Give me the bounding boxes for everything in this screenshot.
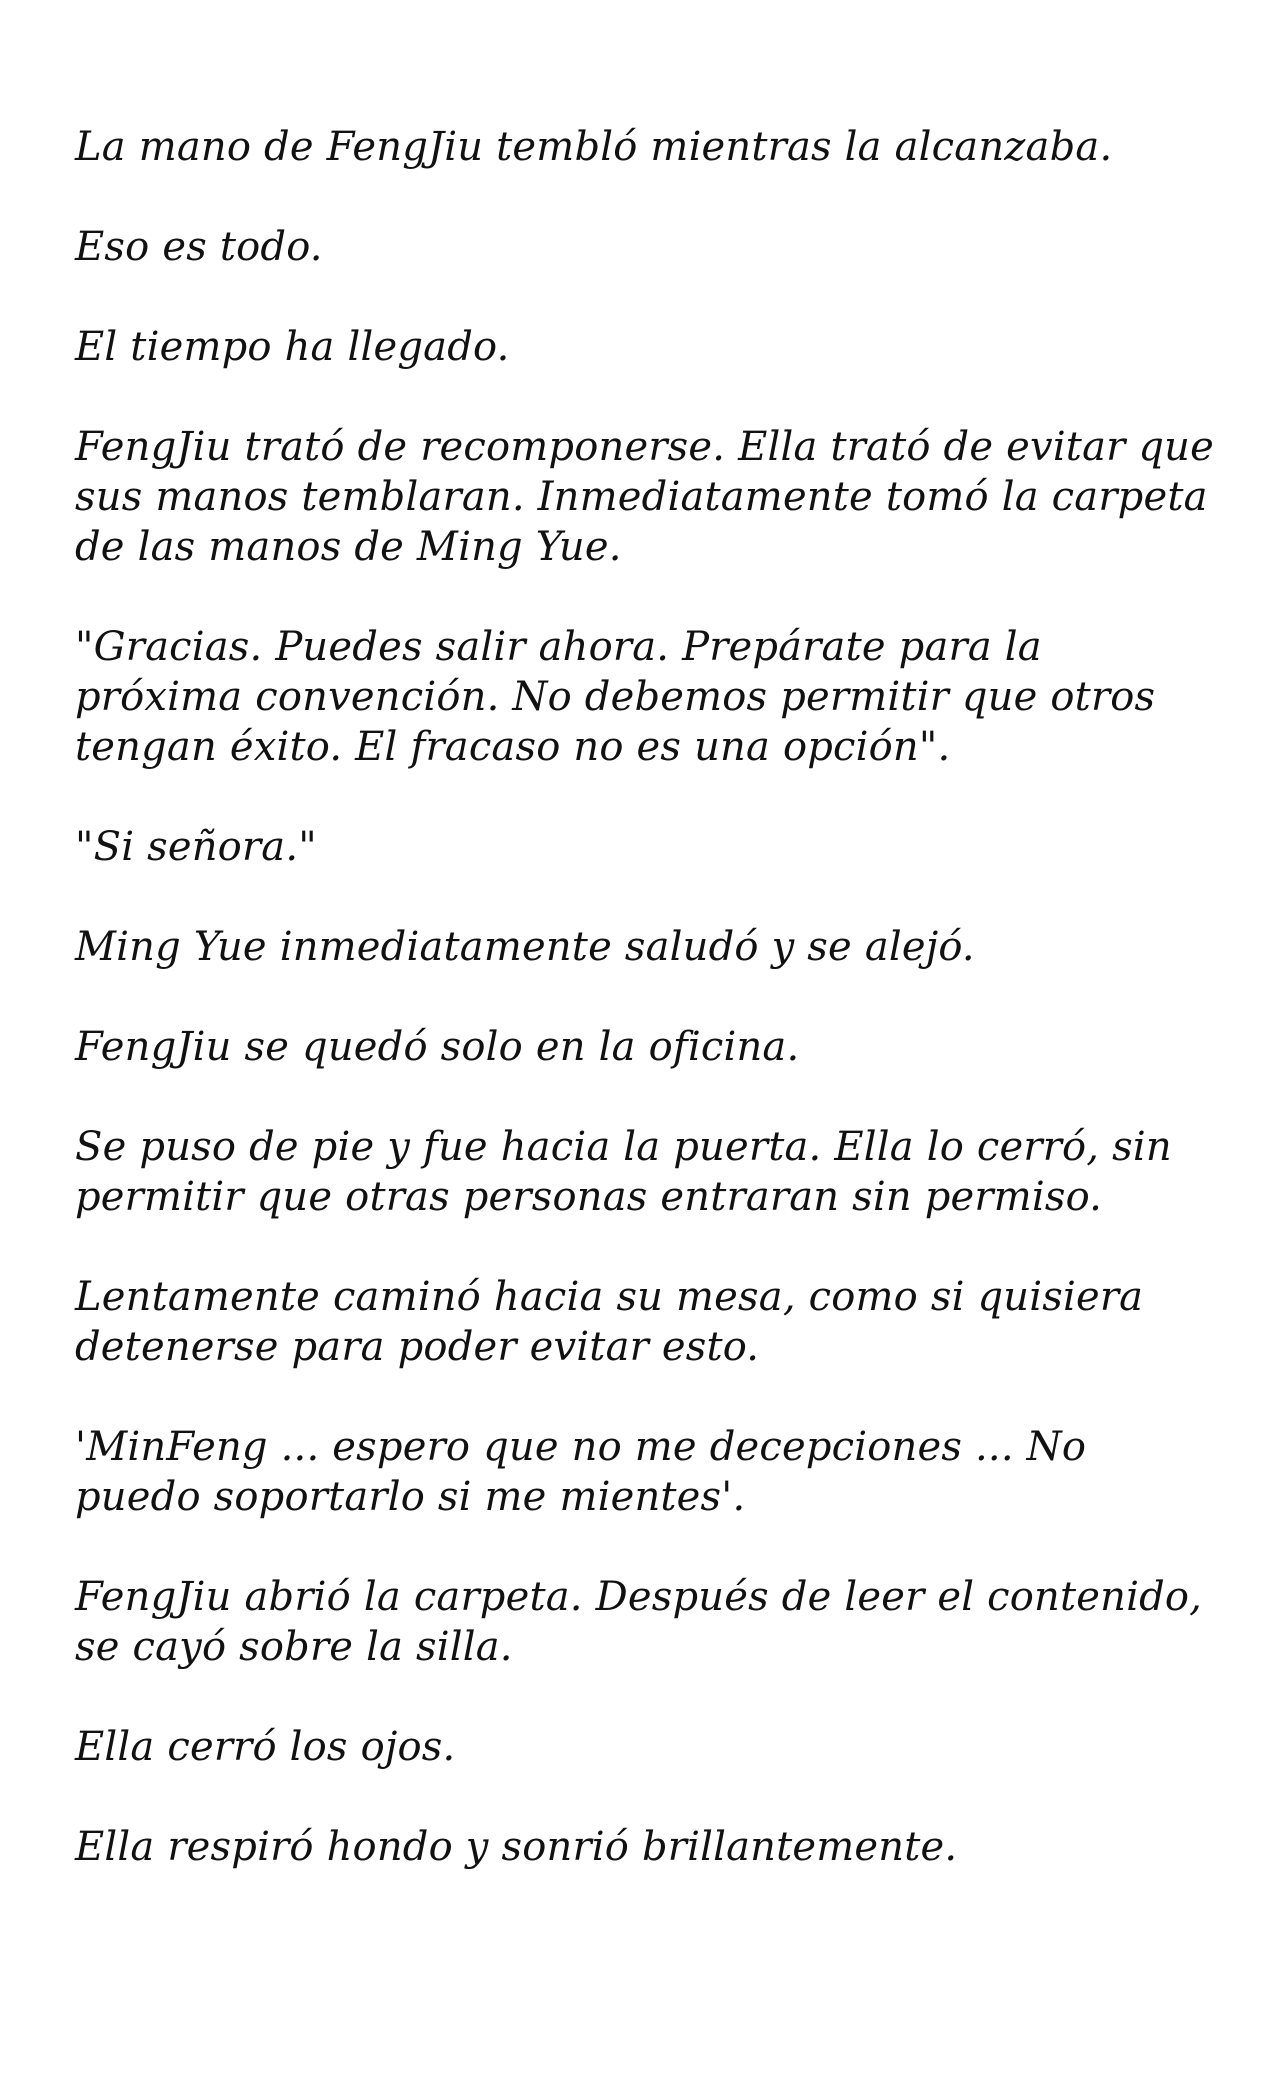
paragraph-5: "Gracias. Puedes salir ahora. Prepárate para la próxima convención. No debemos permitir que otros tengan éxito. El fracaso no es una opción".: [75, 624, 1156, 770]
paragraph-6: "Si señora.": [75, 824, 317, 870]
paragraph-7: Ming Yue inmediatamente saludó y se alejó.: [75, 924, 975, 970]
paragraph-13: Ella cerró los ojos.: [75, 1724, 456, 1770]
paragraph-4: FengJiu trató de recomponerse. Ella trató de evitar que sus manos temblaran. Inmediatamente tomó la carpeta de las manos de Ming Yue.: [75, 424, 1215, 570]
paragraph-1: La mano de FengJiu tembló mientras la alcanzaba.: [75, 124, 1113, 170]
paragraph-14: Ella respiró hondo y sonrió brillantemente.: [75, 1824, 958, 1870]
paragraph-12: FengJiu abrió la carpeta. Después de leer el contenido, se cayó sobre la silla.: [75, 1574, 1203, 1670]
story-text: [75, 122, 1215, 1872]
paragraph-9: Se puso de pie y fue hacia la puerta. Ella lo cerró, sin permitir que otras personas entraran sin permiso.: [75, 1124, 1172, 1220]
paragraph-10: Lentamente caminó hacia su mesa, como si quisiera detenerse para poder evitar esto.: [75, 1274, 1144, 1370]
paragraph-3: El tiempo ha llegado.: [75, 324, 510, 370]
paragraph-8: FengJiu se quedó solo en la oficina.: [75, 1024, 800, 1070]
paragraph-2: Eso es todo.: [75, 224, 323, 270]
paragraph-11: 'MinFeng ... espero que no me decepciones ... No puedo soportarlo si me mientes'.: [75, 1424, 1087, 1520]
